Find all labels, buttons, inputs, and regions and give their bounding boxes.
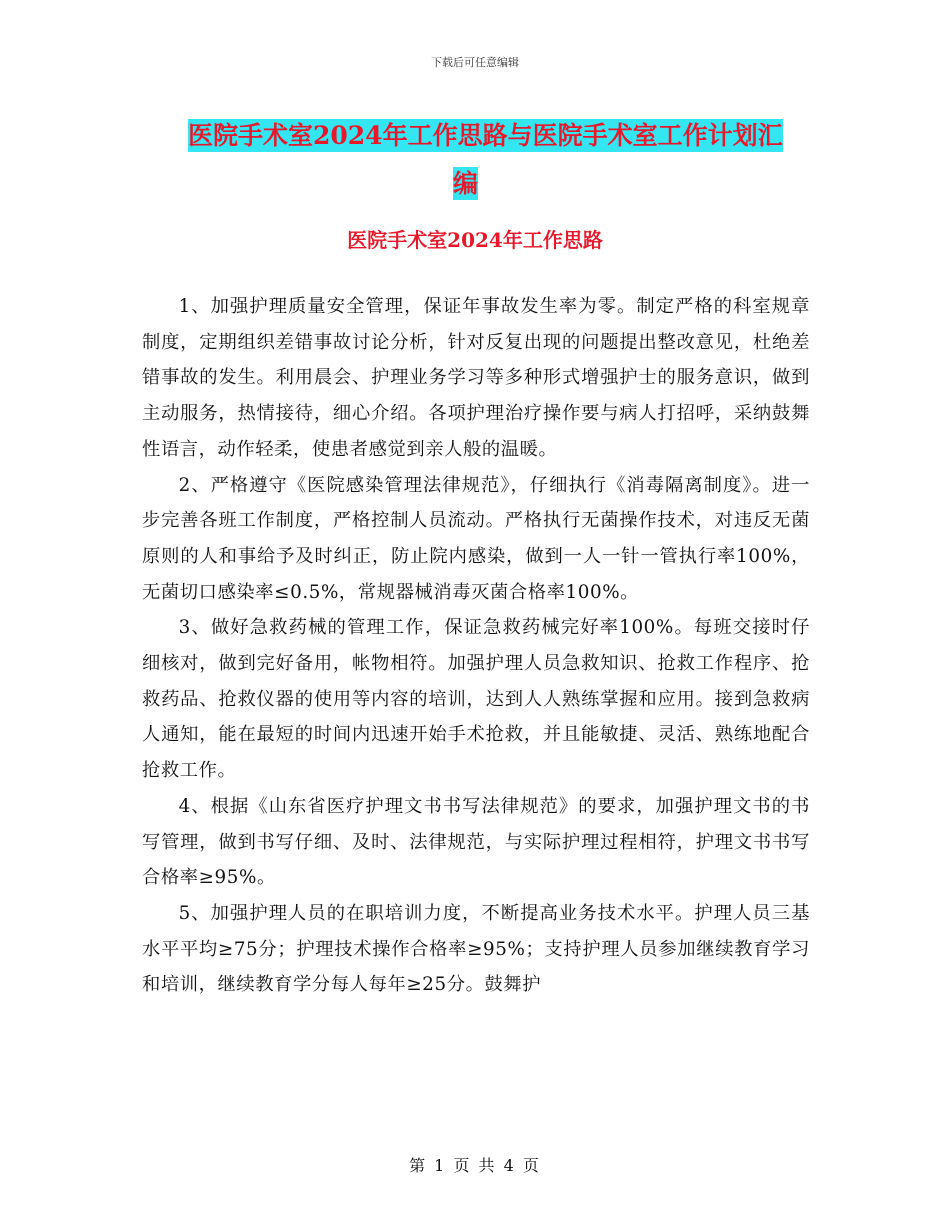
paragraph-3: 3、做好急救药械的管理工作，保证急救药械完好率100%。每班交接时仔细核对，做到完好备用，帐物相符。加强护理人员急救知识、抢救工作程序、抢救药品、抢救仪器的使用等内容的培训，达到人人熟练掌握和应用。接到急救病人通知，能在最短的时间内迅速开始手术抢救，并且能敏捷、灵活、熟练地配合抢救工作。 <box>142 617 810 782</box>
paragraph-2: 2、严格遵守《医院感染管理法律规范》，仔细执行《消毒隔离制度》。进一步完善各班工作制度，严格控制人员流动。严格执行无菌操作技术，对违反无菌原则的人和事给予及时纠正，防止院内感染，做到一人一针一管执行率100%，无菌切口感染率≤0.5%，常规器械消毒灭菌合格率100%。 <box>142 474 810 603</box>
paragraph-1: 1、加强护理质量安全管理，保证年事故发生率为零。制定严格的科室规章制度，定期组织差错事故讨论分析，针对反复出现的问题提出整改意见，杜绝差错事故的发生。利用晨会、护理业务学习等多种形式增强护士的服务意识，做到主动服务，热情接待，细心介绍。各项护理治疗操作要与病人打招呼，采纳鼓舞性语言，动作轻柔，使患者感觉到亲人般的温暖。 <box>142 296 810 460</box>
title-highlight-1: 医院手术室2024年工作思路与医院手术室工作计划汇 <box>188 121 783 150</box>
document-body <box>142 289 810 1003</box>
page-number: 第 1 页 共 4 页 <box>409 1156 541 1175</box>
header-note: 下载后可任意编辑 <box>431 56 519 69</box>
title-highlight-2: 编 <box>452 169 478 198</box>
document-title-line-1 <box>188 112 813 160</box>
section-title: 医院手术室2024年工作思路 <box>347 228 603 252</box>
document-title-line-2 <box>188 160 813 208</box>
paragraph-4: 4、根据《山东省医疗护理文书书写法律规范》的要求，加强护理文书的书写管理，做到书写仔细、及时、法律规范，与实际护理过程相符，护理文书书写合格率≥95%。 <box>142 795 810 889</box>
document-title <box>188 112 813 208</box>
paragraph-5: 5、加强护理人员的在职培训力度，不断提高业务技术水平。护理人员三基水平平均≥75分；护理技术操作合格率≥95%；支持护理人员参加继续教育学习和培训，继续教育学分每人每年≥25分。鼓舞护 <box>142 902 810 996</box>
